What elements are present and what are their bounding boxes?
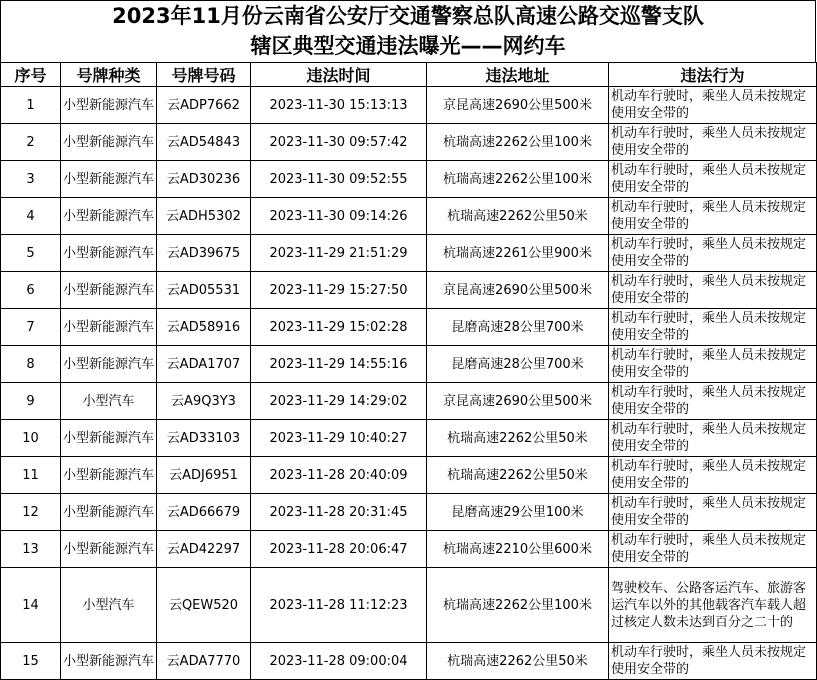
cell-violation-act: 机动车行驶时，乘坐人员未按规定使用安全带的	[609, 198, 817, 235]
cell-plate-type: 小型新能源汽车	[61, 87, 157, 124]
cell-plate-type: 小型新能源汽车	[61, 531, 157, 568]
cell-index: 10	[1, 420, 61, 457]
cell-violation-place: 杭瑞高速2262公里50米	[427, 198, 609, 235]
cell-violation-time: 2023-11-29 10:40:27	[251, 420, 427, 457]
cell-plate-type: 小型新能源汽车	[61, 494, 157, 531]
table-row	[1, 235, 817, 272]
cell-violation-act: 机动车行驶时，乘坐人员未按规定使用安全带的	[609, 87, 817, 124]
cell-violation-act: 机动车行驶时，乘坐人员未按规定使用安全带的	[609, 494, 817, 531]
cell-plate-type: 小型新能源汽车	[61, 272, 157, 309]
cell-violation-time: 2023-11-29 14:29:02	[251, 383, 427, 420]
cell-violation-time: 2023-11-30 09:52:55	[251, 161, 427, 198]
cell-plate-type: 小型汽车	[61, 568, 157, 643]
table-row	[1, 383, 817, 420]
cell-violation-act: 机动车行驶时，乘坐人员未按规定使用安全带的	[609, 643, 817, 680]
cell-violation-time: 2023-11-30 09:14:26	[251, 198, 427, 235]
cell-violation-time: 2023-11-28 20:31:45	[251, 494, 427, 531]
table-row	[1, 420, 817, 457]
cell-violation-place: 昆磨高速28公里700米	[427, 309, 609, 346]
cell-plate-number: 云ADA1707	[157, 346, 251, 383]
table-header-row	[1, 63, 817, 87]
cell-violation-act: 机动车行驶时，乘坐人员未按规定使用安全带的	[609, 383, 817, 420]
cell-violation-time: 2023-11-29 15:02:28	[251, 309, 427, 346]
table-row	[1, 87, 817, 124]
cell-plate-number: 云AD66679	[157, 494, 251, 531]
table-row	[1, 124, 817, 161]
table-row	[1, 643, 817, 680]
cell-plate-type: 小型新能源汽车	[61, 309, 157, 346]
cell-index: 1	[1, 87, 61, 124]
header-plate-number: 号牌号码	[157, 63, 251, 87]
cell-index: 14	[1, 568, 61, 643]
cell-violation-time: 2023-11-30 15:13:13	[251, 87, 427, 124]
cell-violation-time: 2023-11-28 09:00:04	[251, 643, 427, 680]
header-violation-act: 违法行为	[609, 63, 817, 87]
cell-index: 9	[1, 383, 61, 420]
cell-violation-place: 京昆高速2690公里500米	[427, 272, 609, 309]
table-row	[1, 457, 817, 494]
table-row	[1, 346, 817, 383]
cell-violation-time: 2023-11-28 20:06:47	[251, 531, 427, 568]
cell-violation-place: 京昆高速2690公里500米	[427, 87, 609, 124]
header-violation-time: 违法时间	[251, 63, 427, 87]
cell-index: 2	[1, 124, 61, 161]
cell-violation-place: 杭瑞高速2262公里50米	[427, 457, 609, 494]
cell-violation-place: 杭瑞高速2210公里600米	[427, 531, 609, 568]
header-plate-type: 号牌种类	[61, 63, 157, 87]
cell-index: 12	[1, 494, 61, 531]
cell-index: 7	[1, 309, 61, 346]
cell-violation-act: 机动车行驶时，乘坐人员未按规定使用安全带的	[609, 309, 817, 346]
cell-plate-number: 云AD05531	[157, 272, 251, 309]
cell-violation-act: 机动车行驶时，乘坐人员未按规定使用安全带的	[609, 420, 817, 457]
table-row	[1, 309, 817, 346]
cell-index: 15	[1, 643, 61, 680]
cell-plate-type: 小型新能源汽车	[61, 420, 157, 457]
table-row	[1, 272, 817, 309]
cell-violation-place: 昆磨高速29公里100米	[427, 494, 609, 531]
violation-table	[0, 62, 817, 680]
cell-violation-act: 机动车行驶时，乘坐人员未按规定使用安全带的	[609, 346, 817, 383]
cell-violation-place: 京昆高速2690公里500米	[427, 383, 609, 420]
table-row	[1, 531, 817, 568]
cell-plate-number: 云A9Q3Y3	[157, 383, 251, 420]
cell-plate-number: 云ADH5302	[157, 198, 251, 235]
cell-violation-time: 2023-11-30 09:57:42	[251, 124, 427, 161]
cell-violation-place: 杭瑞高速2262公里100米	[427, 161, 609, 198]
cell-violation-act: 机动车行驶时，乘坐人员未按规定使用安全带的	[609, 531, 817, 568]
cell-violation-act: 驾驶校车、公路客运汽车、旅游客运汽车以外的其他载客汽车载人超过核定人数未达到百分之二十的	[609, 568, 817, 643]
cell-plate-type: 小型新能源汽车	[61, 161, 157, 198]
cell-plate-type: 小型新能源汽车	[61, 643, 157, 680]
header-violation-place: 违法地址	[427, 63, 609, 87]
cell-index: 5	[1, 235, 61, 272]
table-row	[1, 494, 817, 531]
cell-plate-number: 云AD58916	[157, 309, 251, 346]
cell-violation-place: 杭瑞高速2262公里50米	[427, 643, 609, 680]
cell-violation-time: 2023-11-29 15:27:50	[251, 272, 427, 309]
cell-plate-number: 云AD33103	[157, 420, 251, 457]
cell-violation-time: 2023-11-29 14:55:16	[251, 346, 427, 383]
header-index: 序号	[1, 63, 61, 87]
cell-violation-act: 机动车行驶时，乘坐人员未按规定使用安全带的	[609, 235, 817, 272]
title-line-1: 2023年11月份云南省公安厅交通警察总队高速公路交巡警支队	[112, 4, 704, 28]
cell-index: 4	[1, 198, 61, 235]
cell-index: 11	[1, 457, 61, 494]
cell-violation-act: 机动车行驶时，乘坐人员未按规定使用安全带的	[609, 161, 817, 198]
cell-index: 6	[1, 272, 61, 309]
cell-plate-number: 云QEW520	[157, 568, 251, 643]
cell-index: 3	[1, 161, 61, 198]
cell-violation-time: 2023-11-29 21:51:29	[251, 235, 427, 272]
table-row	[1, 568, 817, 643]
cell-plate-number: 云AD54843	[157, 124, 251, 161]
cell-violation-act: 机动车行驶时，乘坐人员未按规定使用安全带的	[609, 272, 817, 309]
cell-plate-number: 云ADJ6951	[157, 457, 251, 494]
cell-plate-type: 小型新能源汽车	[61, 457, 157, 494]
cell-plate-type: 小型汽车	[61, 383, 157, 420]
cell-violation-time: 2023-11-28 20:40:09	[251, 457, 427, 494]
sheet-title	[0, 0, 816, 62]
cell-plate-number: 云AD30236	[157, 161, 251, 198]
cell-plate-type: 小型新能源汽车	[61, 235, 157, 272]
cell-plate-type: 小型新能源汽车	[61, 346, 157, 383]
table-body	[1, 87, 817, 680]
cell-violation-place: 杭瑞高速2262公里50米	[427, 420, 609, 457]
table-row	[1, 161, 817, 198]
cell-plate-type: 小型新能源汽车	[61, 198, 157, 235]
cell-violation-place: 昆磨高速28公里700米	[427, 346, 609, 383]
cell-violation-place: 杭瑞高速2262公里100米	[427, 568, 609, 643]
cell-violation-act: 机动车行驶时，乘坐人员未按规定使用安全带的	[609, 457, 817, 494]
cell-plate-number: 云ADA7770	[157, 643, 251, 680]
cell-plate-type: 小型新能源汽车	[61, 124, 157, 161]
cell-violation-time: 2023-11-28 11:12:23	[251, 568, 427, 643]
cell-violation-place: 杭瑞高速2262公里100米	[427, 124, 609, 161]
cell-plate-number: 云ADP7662	[157, 87, 251, 124]
cell-index: 8	[1, 346, 61, 383]
cell-violation-place: 杭瑞高速2261公里900米	[427, 235, 609, 272]
cell-plate-number: 云AD39675	[157, 235, 251, 272]
cell-violation-act: 机动车行驶时，乘坐人员未按规定使用安全带的	[609, 124, 817, 161]
title-line-2: 辖区典型交通违法曝光——网约车	[250, 34, 566, 58]
cell-plate-number: 云AD42297	[157, 531, 251, 568]
cell-index: 13	[1, 531, 61, 568]
table-row	[1, 198, 817, 235]
